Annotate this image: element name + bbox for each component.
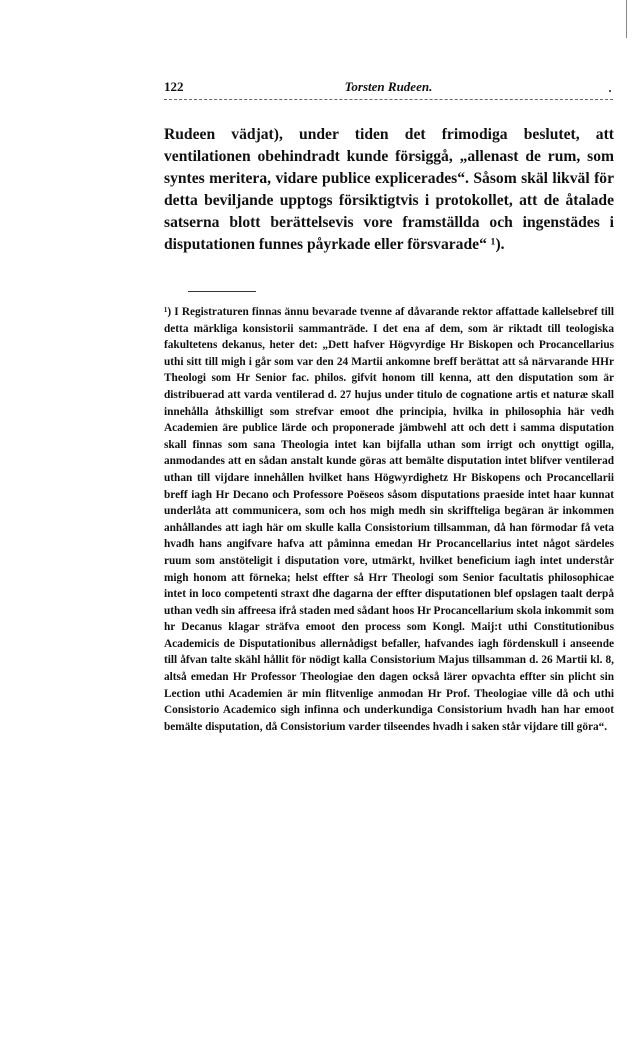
page-number: 122	[164, 79, 184, 94]
header-rule	[164, 99, 613, 100]
running-head: Torsten Rudeen.	[344, 79, 433, 94]
body-paragraph: Rudeen vädjat), under tiden det frimodiga beslutet, att ventilationen obehindradt kunde försiggå, „allenast de rum, som syntes meritera, vidare publice explicerades“. Såsom skäl likväl för detta beviljande upptogs försiktigtvis i protokollet, att de åtalade satserna blott berättelsevis vore framställda och ingenstädes i disputationen funnes påyrkade eller försvarade“ ¹).	[164, 126, 614, 253]
footnote-text: ¹) I Registraturen finnas ännu bevarade tvenne af dåvarande rektor affattade kallelsebref till detta märkliga konsistorii sammanträde. I det ena af dem, som är riktadt till teologiska fakultetens dekanus, heter det: „Dett hafver Högvyrdige Hr Biskopen och Procancellarius uthi sitt till migh i går som var den 24 Martii ankomne breff berättat att så närvarande HHr Theologi som Hr Senior fac. philos. gifvit honom till kenna, att den disputation som är distribuerad att varda ventilerad d. 27 hujus under titulo de cognatione artis et naturæ skall innehålla åthskilligt som strefvar emoot dhe principia, hvilka in philosophia här vedh Academien äre publice lärde och proponerade jämbwehl att och dett i samma disputation skall finnas som sana Theologia intet kan bijfalla uthan som irrigt och onyttigt ogilla, anmodandes att en sådan anstalt kunde göras att bemälte disputation intet blifver ventilerad uthan till vijdare innehållen hvilket hans Högwyrdighetz Hr Biskopens och Procancellarii breff iagh Hr Decano och Professore Poëseos såsom disputations praeside intet haar kunnat underlåta att communicera, som och hos migh medh sin skriffteliga begäran är inkommen anhållandes att iagh här om skulle kalla Consistorium tillsamman, då han förmodar få veta hvadh hans angifvare hafva att påminna emedan Hr Procancellarius intet något särdeles ruum som anstöteligit i disputation vore, utmärkt, hvilket beneficium iagh intet understår migh honom att förneka; helst effter så Hrr Theologi som Senior facultatis philosophicae intet in loco competenti straxt dhe dagarna der effter disputationen blef opslagen taalt derpå uthan vedh sin affreesa ifrå staden med sådant hoos Hr Procancellarium skola inkommit som hr Decanus klagar sträfva emoot den process som Kongl. Maij:t uthi Constitutionibus Academicis de Disputationibus allernådigst befaller, hafvandes iagh fördenskull i anseende till åfvan talte skähl hållit för nödigt kalla Consistorium Majus tillsamman d. 26 Martii kl. 8, altså emedan Hr Professor Theologiae den dagen också lärer opvachta effter sin plicht sin Lection uthi Academien är min flitvenlige anmodan Hr Prof. Theologiae ville då och uthi Consistorio Academico sigh infinna och underkundiga Consistorium hvadh han har emoot bemälte disputation, då Consistorium varder tilseendes hvadh i saken står vijdare till göra“.	[164, 306, 614, 733]
footnote-separator	[188, 291, 256, 292]
page-edge-line	[626, 0, 627, 38]
page-header	[164, 79, 613, 99]
